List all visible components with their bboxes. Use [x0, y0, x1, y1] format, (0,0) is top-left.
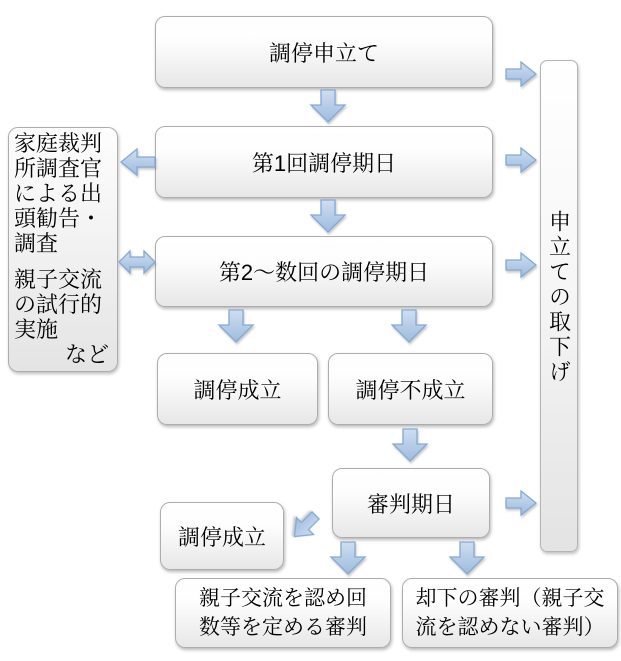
down-arrow-icon [329, 541, 367, 575]
side-note-gap [14, 256, 115, 267]
node-hearing-date: 審判期日 [332, 468, 490, 538]
right-arrow-icon [505, 147, 537, 173]
ruling-dismiss-line2: 流を認めない審判） [415, 616, 605, 639]
side-note-line: 家庭裁判 [14, 131, 103, 156]
side-note-line: による出 [14, 181, 103, 206]
node-mediation-success-2: 調停成立 [160, 502, 284, 570]
ruling-dismiss-line1: 却下の審判（親子交 [415, 587, 605, 610]
right-arrow-icon [505, 252, 537, 278]
side-note-line: の試行的 [14, 292, 103, 317]
node-first-mediation-session: 第1回調停期日 [155, 126, 493, 198]
side-note-box [8, 127, 118, 372]
node-mediation-failure: 調停不成立 [328, 353, 493, 425]
down-arrow-icon [217, 309, 255, 343]
down-arrow-icon [309, 89, 347, 123]
side-note-line: 親子交流 [14, 267, 103, 292]
side-note-line: 実施 [14, 317, 59, 342]
down-arrow-icon [448, 541, 486, 575]
node-mediation-success: 調停成立 [157, 353, 318, 425]
side-note-suffix: など [64, 342, 109, 367]
withdrawal-vertical-text: 申立ての取下げ [546, 209, 572, 385]
side-note-line: 調査 [14, 231, 59, 256]
down-arrow-icon [390, 309, 428, 343]
side-note-line: 所調査官 [14, 156, 103, 181]
left-right-arrow-icon [118, 248, 156, 276]
node-ruling-dismiss [402, 578, 618, 648]
ruling-allow-line2: 数等を定める審判 [199, 616, 367, 639]
node-withdrawal [540, 60, 578, 552]
side-note-line: 頭勧告・ [14, 206, 103, 231]
node-later-mediation-sessions: 第2〜数回の調停期日 [155, 236, 493, 307]
node-mediation-petition: 調停申立て [155, 16, 493, 88]
right-arrow-icon [505, 61, 537, 87]
ruling-allow-line1: 親子交流を認め回 [199, 587, 367, 610]
left-arrow-icon [120, 147, 156, 177]
down-arrow-icon [391, 428, 429, 462]
right-arrow-icon [505, 490, 537, 516]
node-ruling-allow-contact [175, 578, 391, 648]
down-left-arrow-icon [284, 505, 326, 547]
down-arrow-icon [309, 199, 347, 233]
